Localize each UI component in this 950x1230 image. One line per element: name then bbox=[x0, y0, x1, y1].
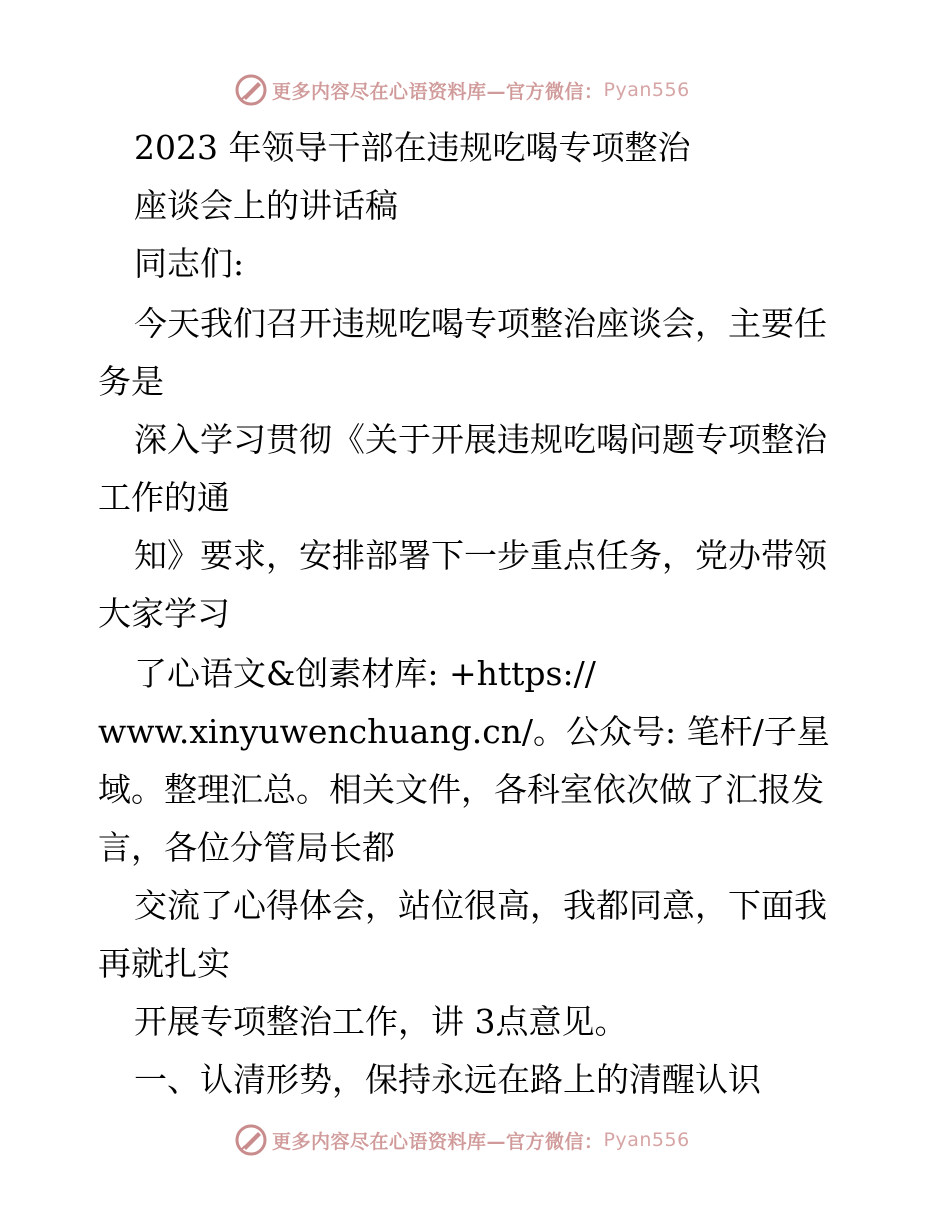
doc-section-heading: 一、认清形势，保持永远在路上的清醒认识 bbox=[134, 1060, 761, 1099]
doc-text-line: 知》要求，安排部署下一步重点任务，党办带领 bbox=[134, 536, 827, 575]
watermark-text: 更多内容尽在心语资料库—官方微信： bbox=[272, 1130, 604, 1153]
watermark-text: 更多内容尽在心语资料库—官方微信： bbox=[272, 80, 604, 103]
doc-text-line: www.xinyuwenchuang.cn/。公众号: 笔杆/子星 bbox=[98, 712, 830, 751]
doc-text-line: 务是 bbox=[98, 362, 164, 401]
doc-text-line: 再就扎实 bbox=[98, 944, 230, 983]
doc-text-line: 今天我们召开违规吃喝专项整治座谈会，主要任 bbox=[134, 304, 827, 343]
doc-text-line: 工作的通 bbox=[98, 478, 230, 517]
quill-pen-logo-icon bbox=[234, 73, 268, 107]
doc-text-line: 深入学习贯彻《关于开展违规吃喝问题专项整治 bbox=[134, 420, 827, 459]
doc-title-line-2: 座谈会上的讲话稿 bbox=[134, 186, 398, 225]
doc-text-line: 大家学习 bbox=[98, 594, 230, 633]
doc-text-line: 了心语文&创素材库: +https:// bbox=[134, 654, 596, 693]
watermark-account: Pyan556 bbox=[603, 1129, 690, 1151]
watermark-header bbox=[234, 70, 734, 110]
doc-text-line: 交流了心得体会，站位很高，我都同意，下面我 bbox=[134, 886, 827, 925]
quill-pen-logo-icon bbox=[234, 1123, 268, 1157]
doc-text-line: 言，各位分管局长都 bbox=[98, 828, 395, 867]
doc-text-line: 开展专项整治工作，讲 3点意见。 bbox=[134, 1002, 628, 1041]
watermark-account: Pyan556 bbox=[603, 79, 690, 101]
doc-greeting: 同志们: bbox=[134, 244, 245, 283]
watermark-footer bbox=[234, 1120, 734, 1160]
doc-title-line-1: 2023 年领导干部在违规吃喝专项整治 bbox=[134, 128, 691, 167]
doc-text-line: 域。整理汇总。相关文件，各科室依次做了汇报发 bbox=[98, 770, 824, 809]
